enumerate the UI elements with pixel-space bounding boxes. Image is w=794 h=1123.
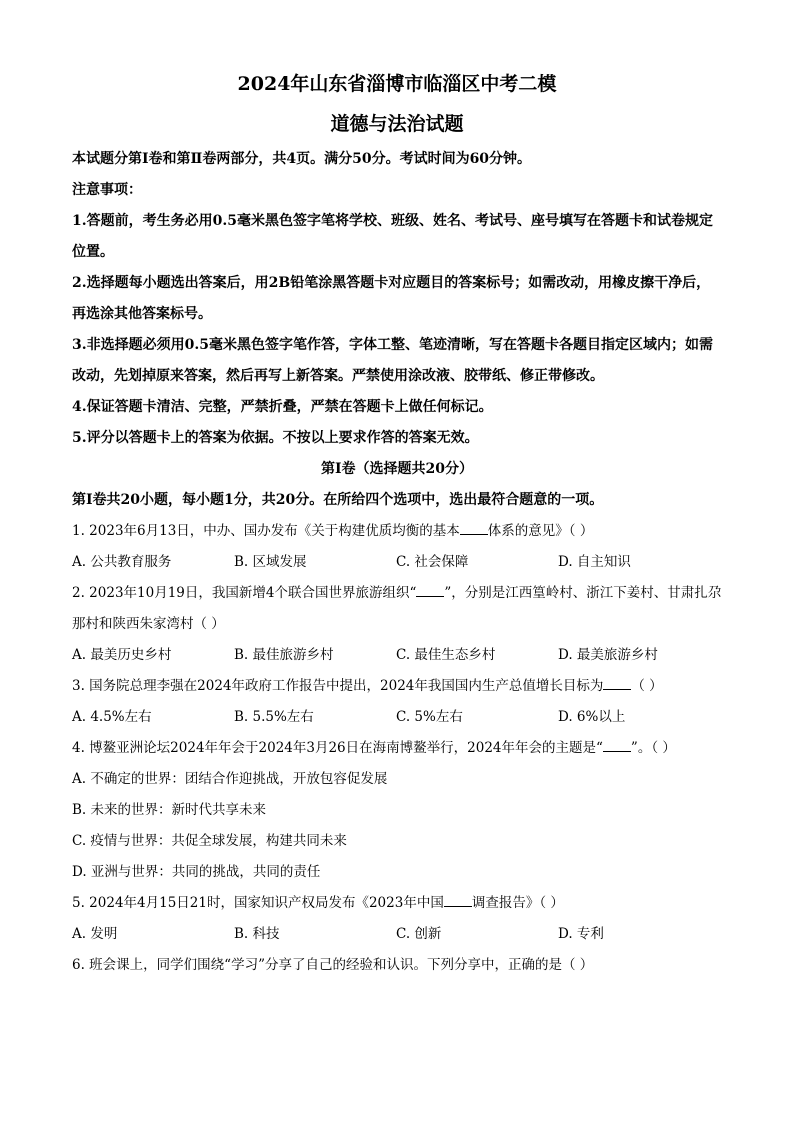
question-4-stem: 4. 博鳌亚洲论坛2024年年会于2024年3月26日在海南博鳌举行，2024年年会的主题是“	[72, 740, 603, 756]
question-3-stem-end: （ ）	[631, 678, 663, 694]
option-b: B. 区域发展	[234, 554, 307, 570]
question-3-stem: 3. 国务院总理李强在2024年政府工作报告中提出，2024年我国国内生产总值增长目标为	[72, 678, 604, 694]
notice-item-1: 1.答题前，考生务必用0.5毫米黑色签字笔将学校、班级、姓名、考试号、座号填写在答题卡和试卷规定位置。	[72, 213, 713, 260]
question-2-stem-end: ”，分别是江西篁岭村、浙江下姜村、甘肃扎尕那村和陕西朱家湾村（ ）	[72, 585, 722, 632]
exam-title: 2024年山东省淄博市临淄区中考二模	[237, 73, 557, 95]
option-c: C. 社会保障	[396, 554, 469, 570]
exam-page	[72, 64, 722, 981]
question-5-options	[72, 919, 722, 950]
notice-label: 注意事项：	[72, 182, 142, 198]
option-a: A. 发明	[72, 926, 118, 942]
question-5-stem-end: 调查报告》（ ）	[471, 895, 564, 911]
question-5	[72, 888, 722, 919]
question-2	[72, 578, 722, 640]
option-b: B. 科技	[234, 926, 280, 942]
question-6: 6. 班会课上，同学们围绕“学习”分享了自己的经验和认识。下列分享中，正确的是（ ）	[72, 957, 594, 973]
option-c: C. 5%左右	[396, 709, 463, 725]
question-2-options	[72, 640, 722, 671]
question-1-stem: 1. 2023年6月13日，中办、国办发布《关于构建优质均衡的基本	[72, 523, 460, 539]
option-c: C. 最佳生态乡村	[396, 647, 496, 663]
answer-blank	[444, 892, 472, 907]
answer-blank	[603, 675, 631, 690]
answer-blank	[603, 737, 631, 752]
option-a: A. 4.5%左右	[72, 709, 152, 725]
answer-blank	[460, 520, 488, 535]
question-1-stem-end: 体系的意见》（ ）	[487, 523, 594, 539]
question-4	[72, 733, 722, 764]
exam-subtitle: 道德与法治试题	[330, 113, 464, 135]
option-c: C. 疫情与世界：共促全球发展，构建共同未来	[72, 833, 347, 849]
option-b: B. 未来的世界：新时代共享未来	[72, 802, 267, 818]
notice-item-2: 2.选择题每小题选出答案后，用2B铅笔涂黑答题卡对应题目的答案标号；如需改动，用橡皮擦干净后，再选涂其他答案标号。	[72, 275, 711, 322]
option-c: C. 创新	[396, 926, 442, 942]
section-title: 第Ⅰ卷（选择题共20分）	[320, 461, 474, 477]
question-4-stem-end: ”。（ ）	[630, 740, 676, 756]
option-d: D. 最美旅游乡村	[558, 647, 658, 663]
question-3-options	[72, 702, 722, 733]
section-instruction: 第Ⅰ卷共20小题，每小题1分，共20分。在所给四个选项中，选出最符合题意的一项。	[72, 492, 604, 508]
option-a: A. 不确定的世界：团结合作迎挑战，开放包容促发展	[72, 771, 388, 787]
question-3	[72, 671, 722, 702]
option-a: A. 最美历史乡村	[72, 647, 172, 663]
intro-paragraph: 本试题分第Ⅰ卷和第Ⅱ卷两部分，共4页。满分50分。考试时间为60分钟。	[72, 151, 532, 167]
notice-item-5: 5.评分以答题卡上的答案为依据。不按以上要求作答的答案无效。	[72, 430, 479, 446]
option-d: D. 自主知识	[558, 554, 631, 570]
question-1-options	[72, 547, 722, 578]
option-a: A. 公共教育服务	[72, 554, 172, 570]
answer-blank	[416, 582, 444, 597]
question-5-stem: 5. 2024年4月15日21时，国家知识产权局发布《2023年中国	[72, 895, 444, 911]
notice-item-3: 3.非选择题必须用0.5毫米黑色签字笔作答，字体工整、笔迹清晰，写在答题卡各题目指定区域内；如需改动，先划掉原来答案，然后再写上新答案。严禁使用涂改液、胶带纸、修正带修改。	[72, 337, 713, 384]
option-b: B. 5.5%左右	[234, 709, 314, 725]
option-d: D. 亚洲与世界：共同的挑战，共同的责任	[72, 864, 321, 880]
question-1	[72, 516, 722, 547]
option-b: B. 最佳旅游乡村	[234, 647, 334, 663]
option-d: D. 专利	[558, 926, 604, 942]
option-d: D. 6%以上	[558, 709, 626, 725]
notice-item-4: 4.保证答题卡清洁、完整，严禁折叠，严禁在答题卡上做任何标记。	[72, 399, 493, 415]
question-2-stem: 2. 2023年10月19日，我国新增4个联合国世界旅游组织“	[72, 585, 417, 601]
